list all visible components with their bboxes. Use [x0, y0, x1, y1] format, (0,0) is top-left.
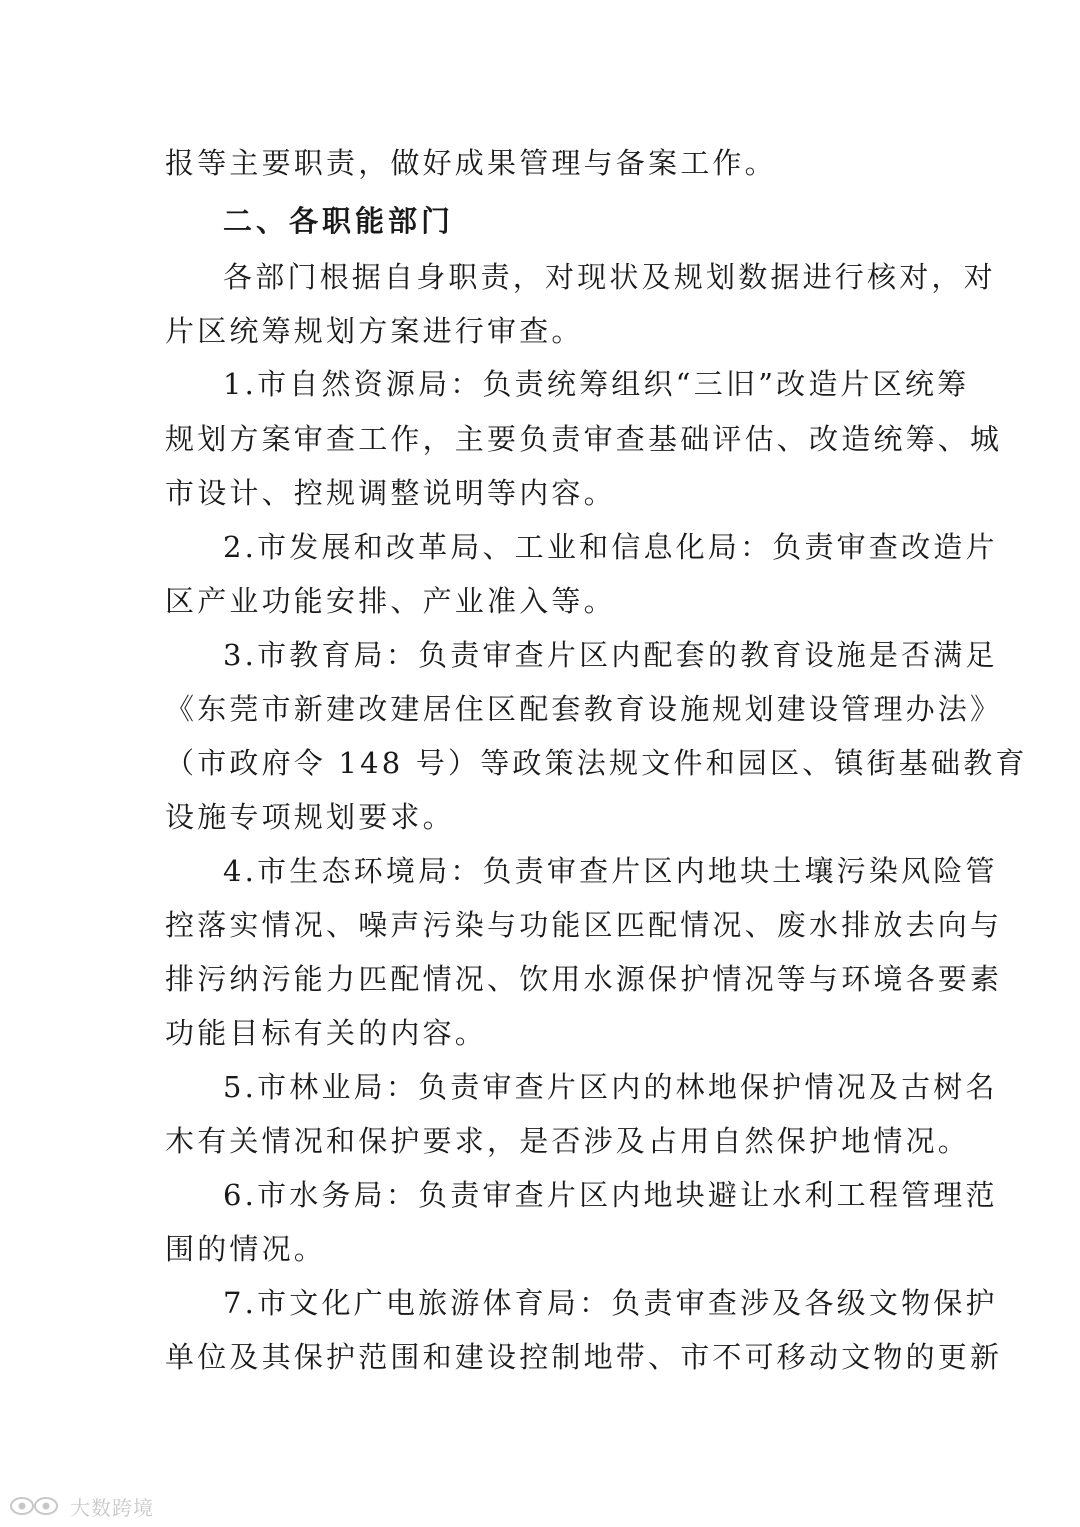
list-item-2: 2.市发展和改革局、工业和信息化局：负责审查改造片 [223, 530, 998, 564]
paragraph-line: 各部门根据自身职责，对现状及规划数据进行核对，对 [223, 260, 996, 294]
paragraph-line: 区产业功能安排、产业准入等。 [165, 584, 616, 618]
paragraph-line: 控落实情况、噪声污染与功能区匹配情况、废水排放去向与 [165, 908, 1003, 942]
list-item-5: 5.市林业局：负责审查片区内的林地保护情况及古树名 [223, 1070, 998, 1104]
list-item-3: 3.市教育局：负责审查片区内配套的教育设施是否满足 [223, 638, 998, 672]
paragraph-line: 市设计、控规调整说明等内容。 [165, 476, 616, 510]
paragraph-line: 报等主要职责，做好成果管理与备案工作。 [165, 146, 777, 180]
paragraph-line: （市政府令 148 号）等政策法规文件和园区、镇街基础教育 [165, 746, 1028, 780]
section-heading: 二、各职能部门 [223, 204, 455, 238]
paragraph-line: 功能目标有关的内容。 [165, 1016, 488, 1050]
paragraph-line: 片区统筹规划方案进行审查。 [165, 314, 584, 348]
paragraph-line: 《东莞市新建改建居住区配套教育设施规划建设管理办法》 [165, 692, 1003, 726]
list-item-4: 4.市生态环境局：负责审查片区内地块土壤污染风险管 [223, 854, 998, 888]
list-item-6: 6.市水务局：负责审查片区内地块避让水利工程管理范 [223, 1178, 998, 1212]
eye-logo-icon [8, 1494, 64, 1518]
paragraph-line: 围的情况。 [165, 1232, 327, 1266]
paragraph-line: 木有关情况和保护要求，是否涉及占用自然保护地情况。 [165, 1124, 971, 1158]
paragraph-line: 排污纳污能力匹配情况、饮用水源保护情况等与环境各要素 [165, 962, 1003, 996]
watermark-text: 大数跨境 [70, 1495, 154, 1520]
list-item-1: 1.市自然资源局：负责统筹组织“三旧”改造片区统筹 [223, 367, 970, 401]
watermark [8, 1492, 154, 1520]
paragraph-line: 设施专项规划要求。 [165, 800, 455, 834]
paragraph-line: 单位及其保护范围和建设控制地带、市不可移动文物的更新 [165, 1340, 1003, 1374]
list-item-7: 7.市文化广电旅游体育局：负责审查涉及各级文物保护 [223, 1286, 998, 1320]
paragraph-line: 规划方案审查工作，主要负责审查基础评估、改造统筹、城 [165, 422, 1003, 456]
